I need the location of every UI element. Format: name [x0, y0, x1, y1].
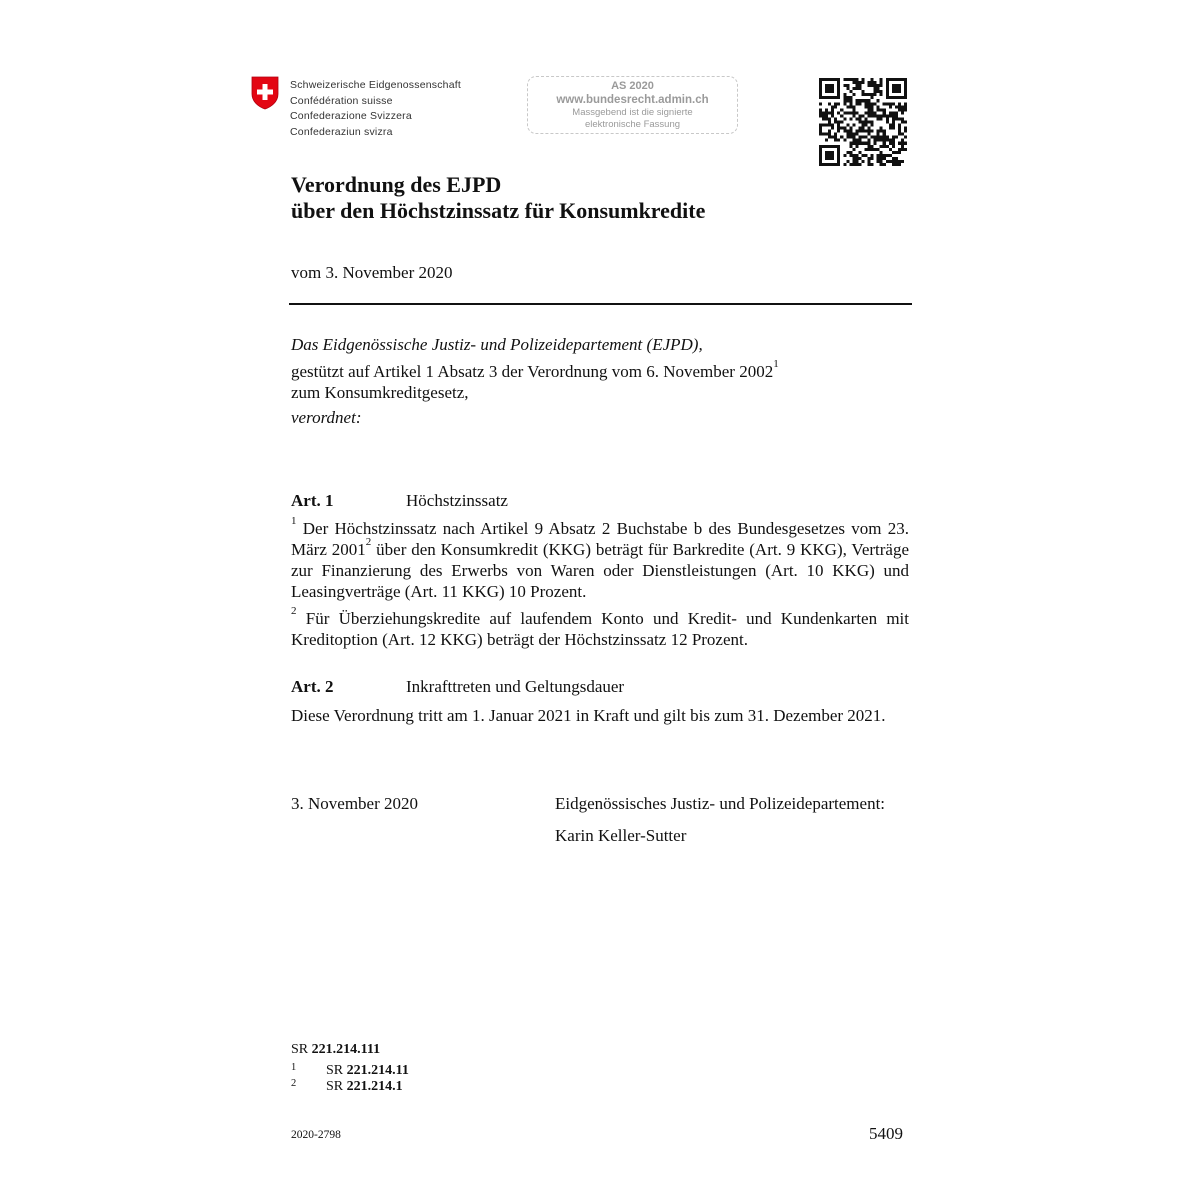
article-1-paragraph-2: [291, 605, 909, 650]
sr-number: 221.214.111: [311, 1042, 381, 1057]
footnote-text: [326, 1079, 403, 1094]
official-collection-stamp: [527, 76, 738, 134]
article-1-paragraph-1: [291, 515, 910, 602]
footnote-ref-2[interactable]: 2: [365, 536, 372, 548]
title-line-2: über den Höchstzinssatz für Konsumkredite: [291, 198, 706, 223]
title-divider: [289, 303, 912, 305]
preamble-basis: [291, 358, 911, 403]
sr-reference: [291, 1042, 380, 1058]
confederation-line-it: Confederazione Svizzera: [290, 110, 412, 122]
signature-department: Eidgenössisches Justiz- und Polizeidepartement:: [555, 794, 886, 813]
confederation-line-fr: Confédération suisse: [290, 94, 393, 107]
paragraph-text: Für Überziehungskredite auf laufendem Konto und Kredit- und Kundenkarten mit Kreditoption (Art. 12 KKG) beträgt der Höchstzinssatz 12 Prozent.: [291, 609, 909, 649]
qr-code-icon: [819, 78, 907, 166]
paragraph-text: Der Höchstzinssatz nach Artikel 9 Absatz 2 Buchstabe b des Bundesgesetzes vom 23. März 2001: [291, 519, 909, 559]
article-1-title: Höchstzinssatz: [406, 491, 508, 510]
footnote-number: 2: [291, 1078, 297, 1089]
document-number: 2020-2798: [291, 1129, 341, 1141]
signatory-name: Karin Keller-Sutter: [555, 826, 687, 845]
page-title: [291, 172, 705, 224]
title-line-1: Verordnung des EJPD: [291, 172, 502, 197]
stamp-as-number: AS 2020: [611, 80, 654, 92]
confederation-line-de: Schweizerische Eidgenossenschaft: [290, 79, 461, 91]
paragraph-number: 1: [291, 515, 297, 527]
sr-prefix: SR: [291, 1042, 309, 1057]
footnote-text: [326, 1063, 409, 1078]
page-number: 5409: [869, 1124, 903, 1143]
confederation-line-rm: Confederaziun svizra: [290, 125, 393, 138]
stamp-note-1: Massgebend ist die signierte: [572, 107, 693, 118]
footnote-prefix: SR: [326, 1079, 344, 1094]
preamble-basis-text: gestützt auf Artikel 1 Absatz 3 der Verordnung vom 6. November 2002: [291, 362, 774, 381]
footnote-prefix: SR: [326, 1063, 344, 1078]
swiss-coat-of-arms-icon: [251, 76, 279, 110]
paragraph-number: 2: [291, 605, 297, 617]
footnote-ref[interactable]: 221.214.11: [346, 1063, 409, 1078]
signature-date: 3. November 2020: [291, 794, 419, 813]
preamble-decrees: verordnet:: [291, 408, 362, 427]
article-2-paragraph: Diese Verordnung tritt am 1. Januar 2021 in Kraft und gilt bis zum 31. Dezember 2021.: [291, 706, 886, 725]
stamp-url[interactable]: www.bundesrecht.admin.ch: [556, 94, 709, 106]
stamp-note-2: elektronische Fassung: [584, 118, 681, 130]
article-1-label: Art. 1: [291, 491, 334, 510]
ordinance-date: vom 3. November 2020: [291, 263, 453, 282]
preamble-authority: Das Eidgenössische Justiz- und Polizeidepartement (EJPD),: [291, 335, 703, 354]
footnote-ref[interactable]: 221.214.1: [346, 1079, 403, 1094]
preamble-basis-text-2: zum Konsumkreditgesetz,: [291, 383, 469, 402]
article-2-label: Art. 2: [291, 677, 334, 696]
confederation-names: [290, 78, 461, 140]
article-2-title: Inkrafttreten und Geltungsdauer: [406, 677, 625, 696]
footnote-number: 1: [291, 1062, 297, 1073]
footnote-ref-1[interactable]: 1: [773, 358, 779, 370]
paragraph-text-cont: über den Konsumkredit (KKG) beträgt für Barkredite (Art. 9 KKG), Verträge zur Finanzierung des Erwerbs von Waren oder Dienstleistungen (Art. 10 KKG) und Leasingverträge (Art. 11 KKG) 10 Prozent.: [291, 540, 910, 601]
